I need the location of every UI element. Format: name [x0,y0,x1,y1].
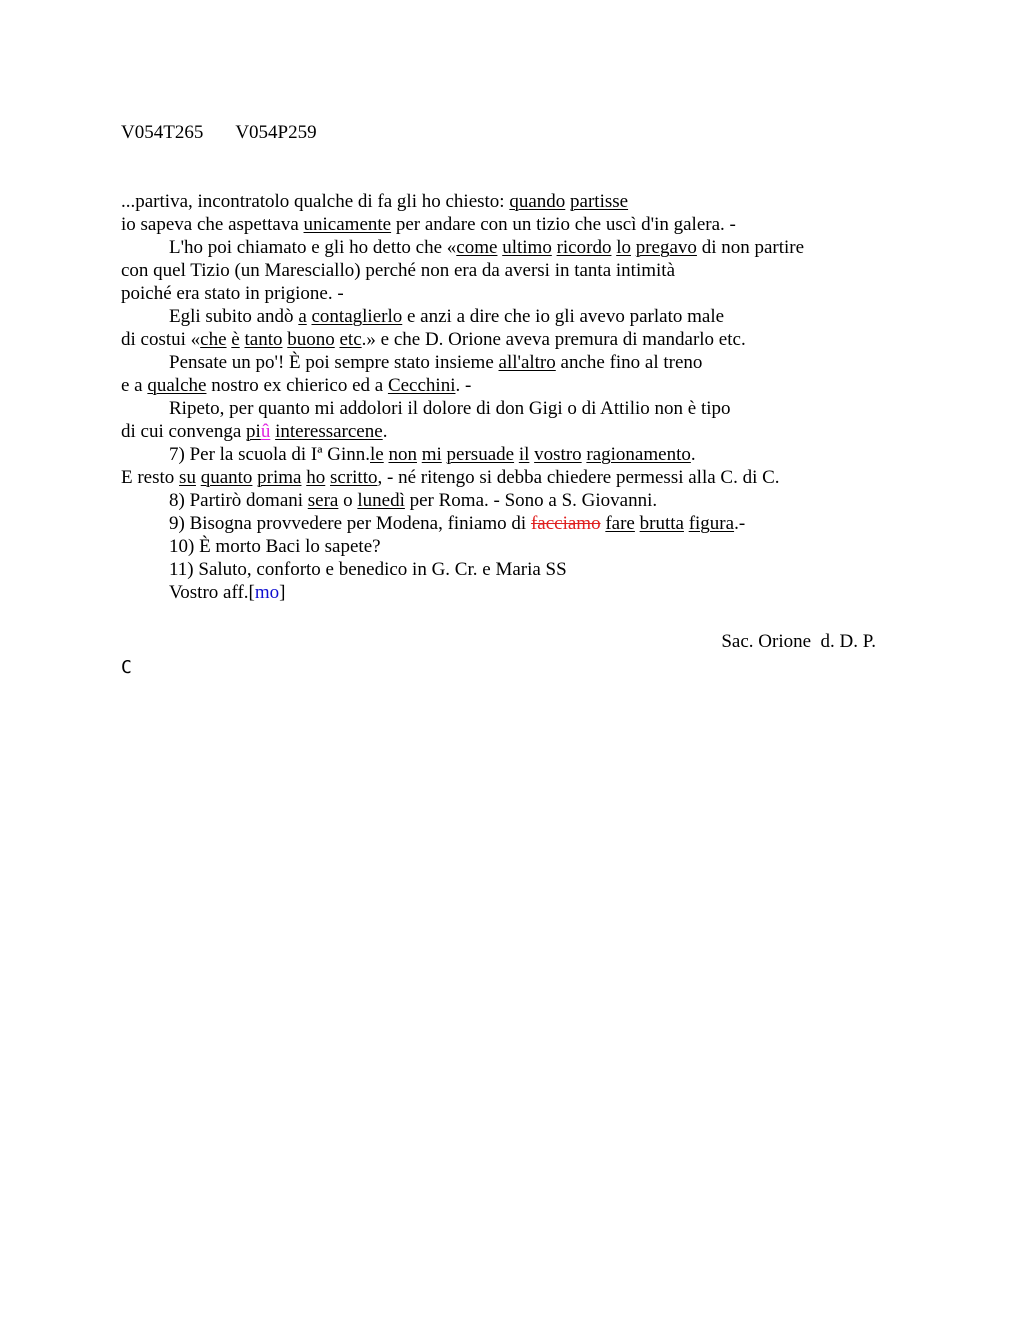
text-line [121,259,901,282]
underlined-word: persuade [446,444,515,465]
underlined-word: unicamente [303,214,392,235]
underlined-word: tanto [244,329,283,350]
text-run: con quel Tizio (un Maresciallo) perché non era da aversi in tanta intimità [121,260,675,281]
underlined-word: buono [287,329,335,350]
text-line [121,213,901,236]
text-line [121,328,901,351]
text-line [121,374,901,397]
underlined-word: che [200,329,227,350]
text-line [121,581,901,604]
underlined-word: le [370,444,384,465]
underlined-word: prima [257,467,302,488]
underlined-word: scritto [330,467,378,488]
text-run: . - [455,375,472,396]
text-line [121,443,901,466]
underlined-word: vostro [534,444,582,465]
underlined-word: partisse [570,191,629,212]
signature: Sac. Orione d. D. P. [721,631,876,652]
underlined-word: figura [688,513,735,534]
underlined-word: ho [306,467,326,488]
text-line [121,236,901,259]
underlined-word: fare [605,513,635,534]
text-run: 9) Bisogna provvedere per Modena, finiamo di [169,513,531,534]
underlined-word: ricordo [556,237,612,258]
underlined-word: pregavo [635,237,697,258]
underlined-word: il [518,444,530,465]
underlined-word: û [260,421,271,442]
underlined-word: all'altro [498,352,556,373]
text-run: e anzi a dire che io gli avevo parlato male [402,306,725,327]
text-run: mo [254,582,280,603]
document-header [121,121,317,144]
text-line [121,512,901,535]
underlined-word: a [298,306,307,327]
text-line [121,558,901,581]
text-run: nostro ex chierico ed a [206,375,388,396]
underlined-word: interessarcene [275,421,383,442]
text-run: Egli subito andò [169,306,299,327]
underlined-word: quanto [200,467,253,488]
underlined-word: etc [339,329,362,350]
underlined-word: Cecchini [387,375,456,396]
text-line [121,351,901,374]
text-run: 7) Per la scuola di Iª Ginn. [169,444,371,465]
text-run: 10) È morto Baci lo sapete? [169,536,381,557]
text-run: L'ho poi chiamato e gli ho detto che « [169,237,457,258]
text-run: di costui « [121,329,201,350]
underlined-word: lunedì [357,490,405,511]
text-line [121,282,901,305]
underlined-word: mi [421,444,442,465]
underlined-word: pi [246,421,261,442]
underlined-word: ultimo [502,237,552,258]
text-run: . [690,444,696,465]
text-line [121,489,901,512]
underlined-word: sera [307,490,339,511]
text-run: per andare con un tizio che uscì d'in galera. - [391,214,736,235]
footer-mark: C [121,657,132,678]
text-line [121,397,901,420]
text-run: poiché era stato in prigione. - [121,283,344,304]
text-run: 8) Partirò domani [169,490,308,511]
underlined-word: lo [616,237,631,258]
text-line [121,420,901,443]
text-run: e a [121,375,148,396]
text-run: io sapeva che aspettava [121,214,304,235]
underlined-word: ragionamento [586,444,691,465]
text-run: 11) Saluto, conforto e benedico in G. Cr. e Maria SS [169,559,567,580]
underlined-word: non [388,444,417,465]
text-run: anche fino al treno [555,352,703,373]
text-run: . [382,421,388,442]
text-run: .- [734,513,746,534]
text-run: di cui convenga [121,421,247,442]
underlined-word: è [231,329,240,350]
text-line [121,466,901,489]
underlined-word: qualche [147,375,207,396]
letter-body [121,190,901,604]
text-line [121,305,901,328]
text-run: ] [279,582,286,603]
underlined-word: brutta [639,513,684,534]
underlined-word: come [456,237,498,258]
text-line [121,535,901,558]
text-run: Ripeto, per quanto mi addolori il dolore di don Gigi o di Attilio non è tipo [169,398,731,419]
underlined-word: contaglierlo [311,306,403,327]
text-run: di non partire [696,237,805,258]
text-run: .» e che D. Orione aveva premura di mandarlo etc. [361,329,746,350]
struck-word: facciamo [530,513,601,534]
underlined-word: su [179,467,196,488]
text-run: per Roma. - Sono a S. Giovanni. [404,490,658,511]
text-run: ...partiva, incontratolo qualche di fa gli ho chiesto: [121,191,510,212]
code-t: V054T265 [121,122,204,143]
text-line [121,190,901,213]
text-run: Vostro aff.[ [169,582,255,603]
text-run: , - né ritengo si debba chiedere permessi alla C. di C. [377,467,780,488]
underlined-word: quando [509,191,566,212]
code-p: V054P259 [235,122,317,143]
text-run: E resto [121,467,180,488]
text-run: Pensate un po'! È poi sempre stato insieme [169,352,499,373]
text-run: o [338,490,358,511]
